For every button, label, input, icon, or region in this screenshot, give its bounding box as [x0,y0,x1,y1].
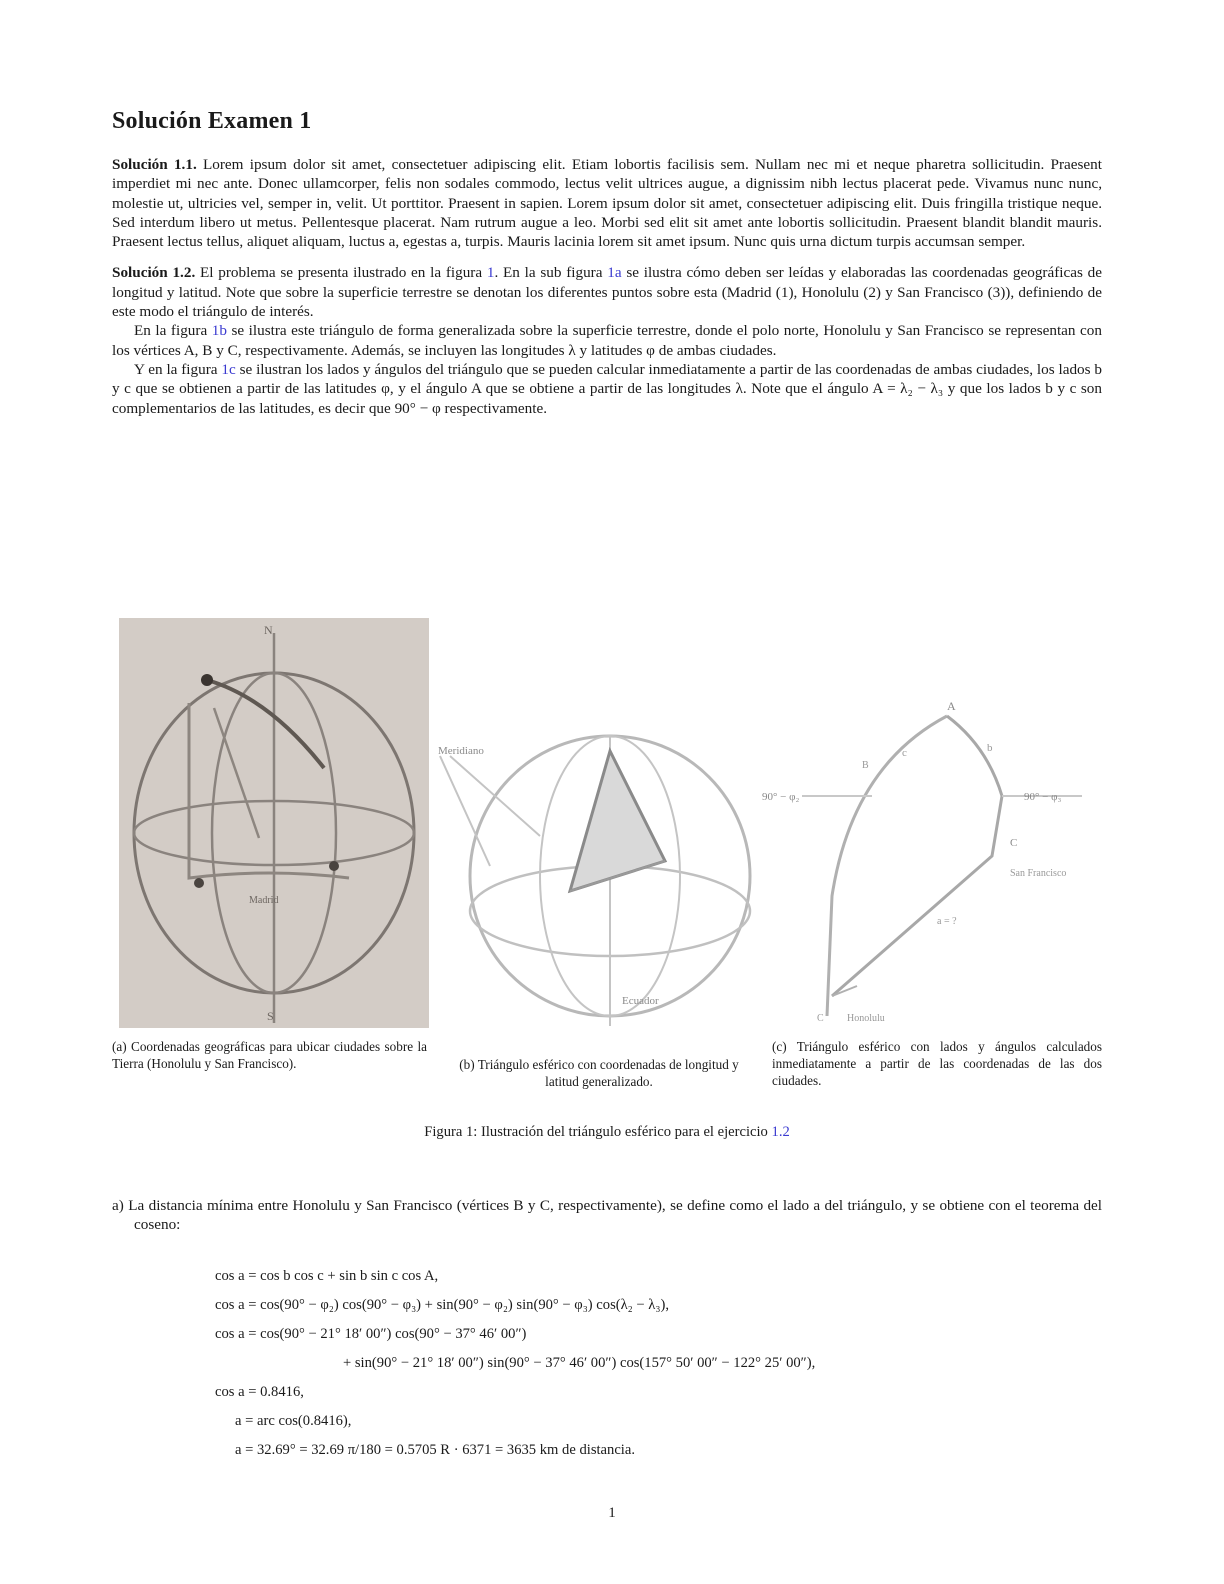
item-text: La distancia mínima entre Honolulu y San Francisco (vértices B y C, respectivamente), se define como el lado a del triángulo, y se obtiene con el teorema del coseno: [128,1197,1103,1234]
exercise-ref-link[interactable]: 1.2 [771,1124,790,1140]
equation-line: a = 32.69° = 32.69 π/180 = 0.5705 R · 6371 = 3635 km de distancia. [235,1442,635,1458]
triangle-with-sides [762,696,1102,1036]
text-run: En la figura [134,322,212,340]
text-run: . En la sub figura [494,264,608,282]
solution-1-2-paragraph-1 [112,263,1102,321]
generalized-spherical-triangle [430,726,760,1026]
text-run: se ilustra este triángulo de forma generalizada sobre la superficie terrestre, donde el polo norte, Honolulu y San Francisco se representan con los vértices A, B y C, respectivamente. Además, se incluyen las longitudes λ y latitudes φ de ambas ciudades. [112,322,1102,359]
vertex-c-bottom-label: C [817,1013,824,1024]
item-marker: a) [112,1197,124,1214]
solution-label: Solución 1.2. [112,264,196,282]
san-francisco-label: San Francisco [1010,868,1067,879]
sphere-sketch-drawing [119,618,429,1028]
solution-1-2-paragraph-3 [112,360,1102,418]
document-body [112,108,1102,418]
meridian-label: Meridiano [438,745,484,757]
south-label: S [267,1009,274,1023]
equation-line: cos a = 0.8416, [215,1384,304,1400]
figure-ref-link[interactable]: 1a [607,264,622,282]
triangle-diagram-c [762,696,1102,1036]
equation-line: + sin(90° − 21° 18′ 00″) sin(90° − 37° 46′ 00″) cos(157° 50′ 00″ − 122° 25′ 00″), [343,1355,816,1371]
figure-ref-link[interactable]: 1 [486,264,495,282]
colatitude-2-label: 90° − φ₂ [762,791,800,803]
honolulu-label: Honolulu [847,1013,885,1024]
figure-1 [112,616,1102,1089]
side-c-label: c [902,747,907,759]
text-run: El problema se presenta ilustrado en la figura [200,264,487,282]
equation-line: cos a = cos(90° − φ₂) cos(90° − φ₃) + sin(90° − φ₂) sin(90° − φ₃) cos(λ₂ − λ₃), [215,1297,669,1313]
caption-c: (c) Triángulo esférico con lados y ángulos calculados inmediatamente a partir de las coordenadas de las dos ciudades. [772,1039,1102,1088]
equator-label: Ecuador [622,995,659,1007]
side-b-label: b [987,742,993,754]
vertex-c-label: C [1010,837,1018,849]
solution-1-2-paragraph-2 [112,321,1102,360]
vertex-a-label: A [947,699,956,713]
solution-1-1 [112,155,1102,251]
north-label: N [264,623,273,637]
vertex-b-label: B [862,760,869,771]
colatitude-3-label: 90° − φ₃ [1024,791,1062,803]
equation-block [215,1262,1095,1465]
equation-line: cos a = cos(90° − 21° 18′ 00″) cos(90° − 37° 46′ 00″) [215,1326,527,1342]
side-a-label: a = ? [937,916,957,927]
photo-sphere-sketch [119,618,429,1028]
text-run: se ilustran los lados y ángulos del triángulo que se pueden calcular inmediatamente a partir de las coordenadas de ambas ciudades, los lados b y c que se obtienen a partir de las latitudes φ, y el ángulo A que se obtiene a partir de las longitudes λ. Note que el ángulo A = λ₂ − λ₃ y que los lados b y c son complementarios de las latitudes, es decir que 90° − φ respectivamente. [112,360,1103,417]
page-title: Solución Examen 1 [112,108,312,134]
equation-line: a = arc cos(0.8416), [235,1413,352,1429]
text-run: Y en la figura [134,360,222,378]
page-number: 1 [608,1505,616,1521]
city-label: Madrid [249,895,279,906]
solution-text: Lorem ipsum dolor sit amet, consectetuer adipiscing elit. Etiam lobortis facilisis sem. Nullam nec mi et neque pharetra sollicitudin. Praesent imperdiet mi nec ante. Donec ullamcorper, felis non sodales commodo, lectus velit ultrices augue, a dignissim nibh lectus placerat pede. Vivamus nunc nunc, molestie ut, ultricies vel, semper in, velit. Ut porttitor. Praesent in sapien. Lorem ipsum dolor sit amet, consectetuer adipiscing elit. Duis fringilla tristique neque. Sed interdum libero ut metus. Pellentesque placerat. Nam rutrum augue a leo. Morbi sed elit sit amet ante lobortis sollicitudin. Praesent blandit blandit mauris. Praesent lectus tellus, aliquet aliquam, luctus a, egestas a, turpis. Mauris lacinia lorem sit amet ipsum. Nunc quis urna dictum turpis accumsan semper. [112,156,1102,251]
figure-caption [112,1124,1102,1141]
triangle-diagram-b [430,726,760,1026]
item-a [112,1196,1102,1235]
solution-label: Solución 1.1. [112,156,197,173]
equation-line: cos a = cos b cos c + sin b sin c cos A, [215,1268,439,1284]
figure-ref-link[interactable]: 1b [211,322,227,340]
caption-a: (a) Coordenadas geográficas para ubicar ciudades sobre la Tierra (Honolulu y San Francisco). [112,1039,427,1071]
text-run: se ilustra cómo deben ser leídas y elaboradas las coordenadas geográficas de longitud y latitud. Note que sobre la superficie terrestre se denotan los diferentes puntos sobre esta (Madrid (1), Honolulu (2) y San Francisco (3)), definiendo de este modo el triángulo de interés. [112,264,1102,321]
figure-ref-link[interactable]: 1c [221,360,236,378]
caption-text: Figura 1: Ilustración del triángulo esférico para el ejercicio [424,1124,772,1140]
caption-b: (b) Triángulo esférico con coordenadas de longitud y latitud generalizado. [459,1057,739,1089]
